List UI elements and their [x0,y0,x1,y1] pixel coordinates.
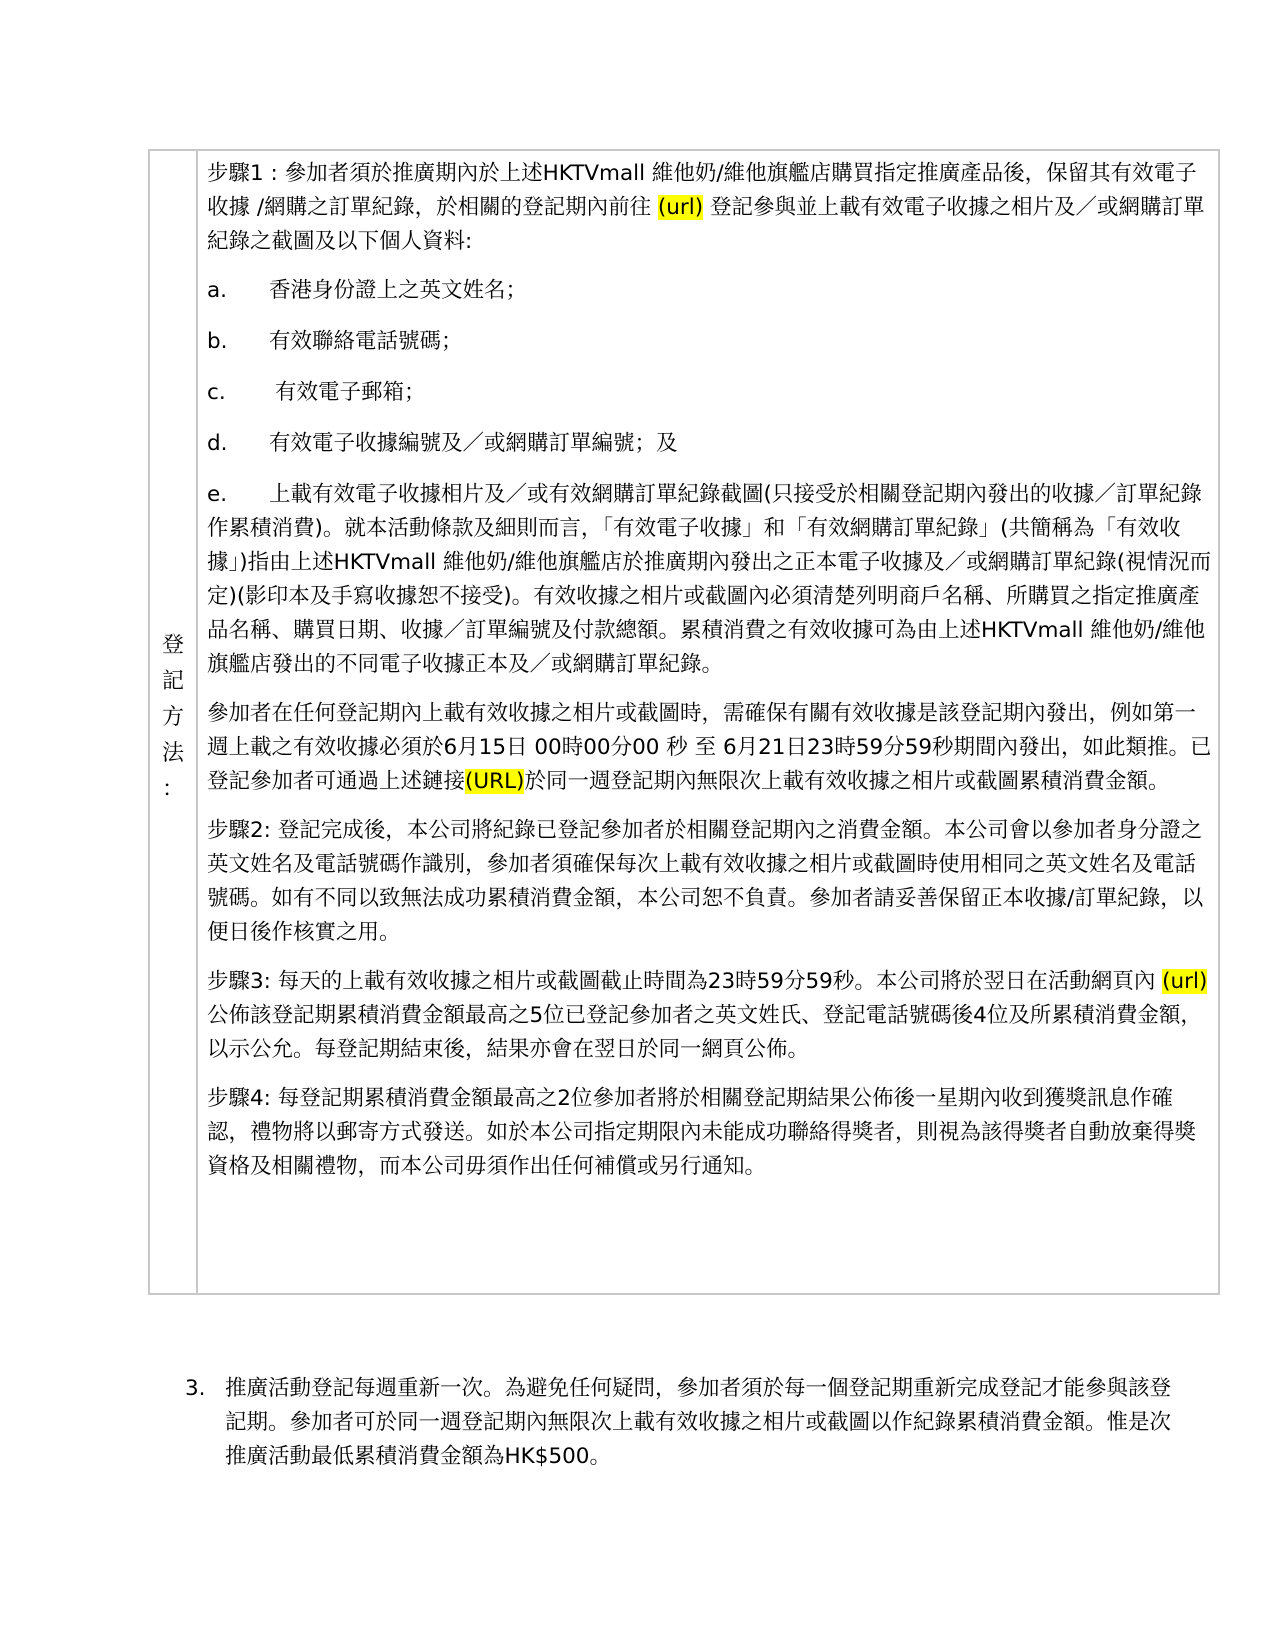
list-item-b [207,325,1212,359]
label-char: 法 [161,741,184,766]
step2-paragraph: 步驟2: 登記完成後，本公司將紀錄已登記參加者於相關登記期內之消費金額。本公司會以參加者身分證之英文姓名及電話號碼作識別，參加者須確保每次上載有效收據之相片或截圖時使用相同之英文姓名及電話號碼。如有不同以致無法成功累積消費金額，本公司恕不負責。參加者請妥善保留正本收據/訂單紀錄，以便日後作核實之用。 [207,818,1204,945]
list-item-text: 上載有效電子收據相片及／或有效網購訂單紀錄截圖(只接受於相關登記期內發出的收據／訂單紀錄作累積消費)。就本活動條款及細則而言，「有效電子收據」和「有效網購訂單紀錄」(共簡稱為「有效收據」)指由上述HKTVmall 維他奶/維他旗艦店於推廣期內發出之正本電子收據及／或網購訂單紀錄(視情況而定)(影印本及手寫收據恕不接受)。有效收據之相片或截圖內必須清楚列明商戶名稱、所購買之指定推廣產品名稱、購買日期、收據／訂單編號及付款總額。累積消費之有效收據可為由上述HKTVmall 維他奶/維他旗艦店發出的不同電子收據正本及／或網購訂單紀錄。 [207,482,1212,677]
step3-text-cont: 公佈該登記期累積消費金額最高之5位已登記參加者之英文姓氏、登記電話號碼後4位及所累積消費金額，以示公允。每登記期結束後，結果亦會在翌日於同一網頁公佈。 [207,1003,1202,1062]
list-item-c [207,376,1212,410]
step1-text-cont: 登記參與並上載有效電子收據之相片及／或網購訂單紀錄之截圖及以下個人資料: [207,195,1205,254]
upload-note-paragraph [207,697,1212,799]
step3-text: 步驟3: 每天的上載有效收據之相片或截圖截止時間為23時59分59秒。本公司將於翌日在活動網頁內 [207,969,1163,994]
row-label-cell [150,151,198,1293]
content-cell [198,151,1218,1293]
list-item-letter: b. [207,329,228,354]
label-char: ： [161,777,184,802]
step1-text: 步驟1 : 參加者須於推廣期內於上述HKTVmall 維他奶/維他旗艦店購買指定推廣產品後，保留其有效電子收據 /網購之訂單紀錄，於相關的登記期內前往 [207,161,1197,220]
list-item-a [207,274,1212,308]
list-item-text: 香港身份證上之英文姓名； [269,278,528,303]
label-char: 方 [161,705,184,730]
list-item-text: 有效聯絡電話號碼； [269,329,463,354]
registration-method-table [148,149,1220,1295]
list-item-letter: c. [207,380,226,405]
list-item-text: 有效電子郵箱； [275,380,426,405]
note-text: 參加者在任何登記期內上載有效收據之相片或截圖時，需確保有關有效收據是該登記期內發出，例如第一週上載之有效收據必須於6月15日 00時00分00 秒 至 6月21日23時59分59秒期間內發出，如此類推。已登記參加者可通過上述鏈接 [207,701,1212,794]
label-char: 登 [161,633,184,658]
list-item-text: 有效電子收據編號及／或網購訂單編號；及 [269,431,678,456]
label-char: 記 [161,669,184,694]
step1-url-link[interactable]: (url) [657,195,704,220]
list-item-d [207,427,1212,461]
step1-paragraph [207,157,1212,259]
list-item-e [207,478,1212,682]
clause-3 [185,1372,1185,1474]
step4-paragraph: 步驟4: 每登記期累積消費金額最高之2位參加者將於相關登記期結果公佈後一星期內收到獲獎訊息作確認，禮物將以郵寄方式發送。如於本公司指定期限內未能成功聯絡得獎者，則視為該得獎者自動放棄得獎資格及相關禮物，而本公司毋須作出任何補償或另行通知。 [207,1086,1197,1179]
clause-number: 3. [185,1376,206,1401]
list-item-letter: e. [207,482,228,507]
list-item-letter: a. [207,278,228,303]
step3-url-link[interactable]: (url) [1162,969,1208,994]
row-label [150,628,196,808]
list-item-letter: d. [207,431,228,456]
note-text-cont: 於同一週登記期內無限次上載有效收據之相片或截圖累積消費金額。 [524,769,1170,794]
step3-paragraph [207,965,1212,1067]
clause-text: 推廣活動登記每週重新一次。為避免任何疑問，參加者須於每一個登記期重新完成登記才能參與該登記期。參加者可於同一週登記期內無限次上載有效收據之相片或截圖以作紀錄累積消費金額。惟是次推廣活動最低累積消費金額為HK$500。 [225,1376,1172,1469]
note-url-link[interactable]: (URL) [465,769,525,794]
